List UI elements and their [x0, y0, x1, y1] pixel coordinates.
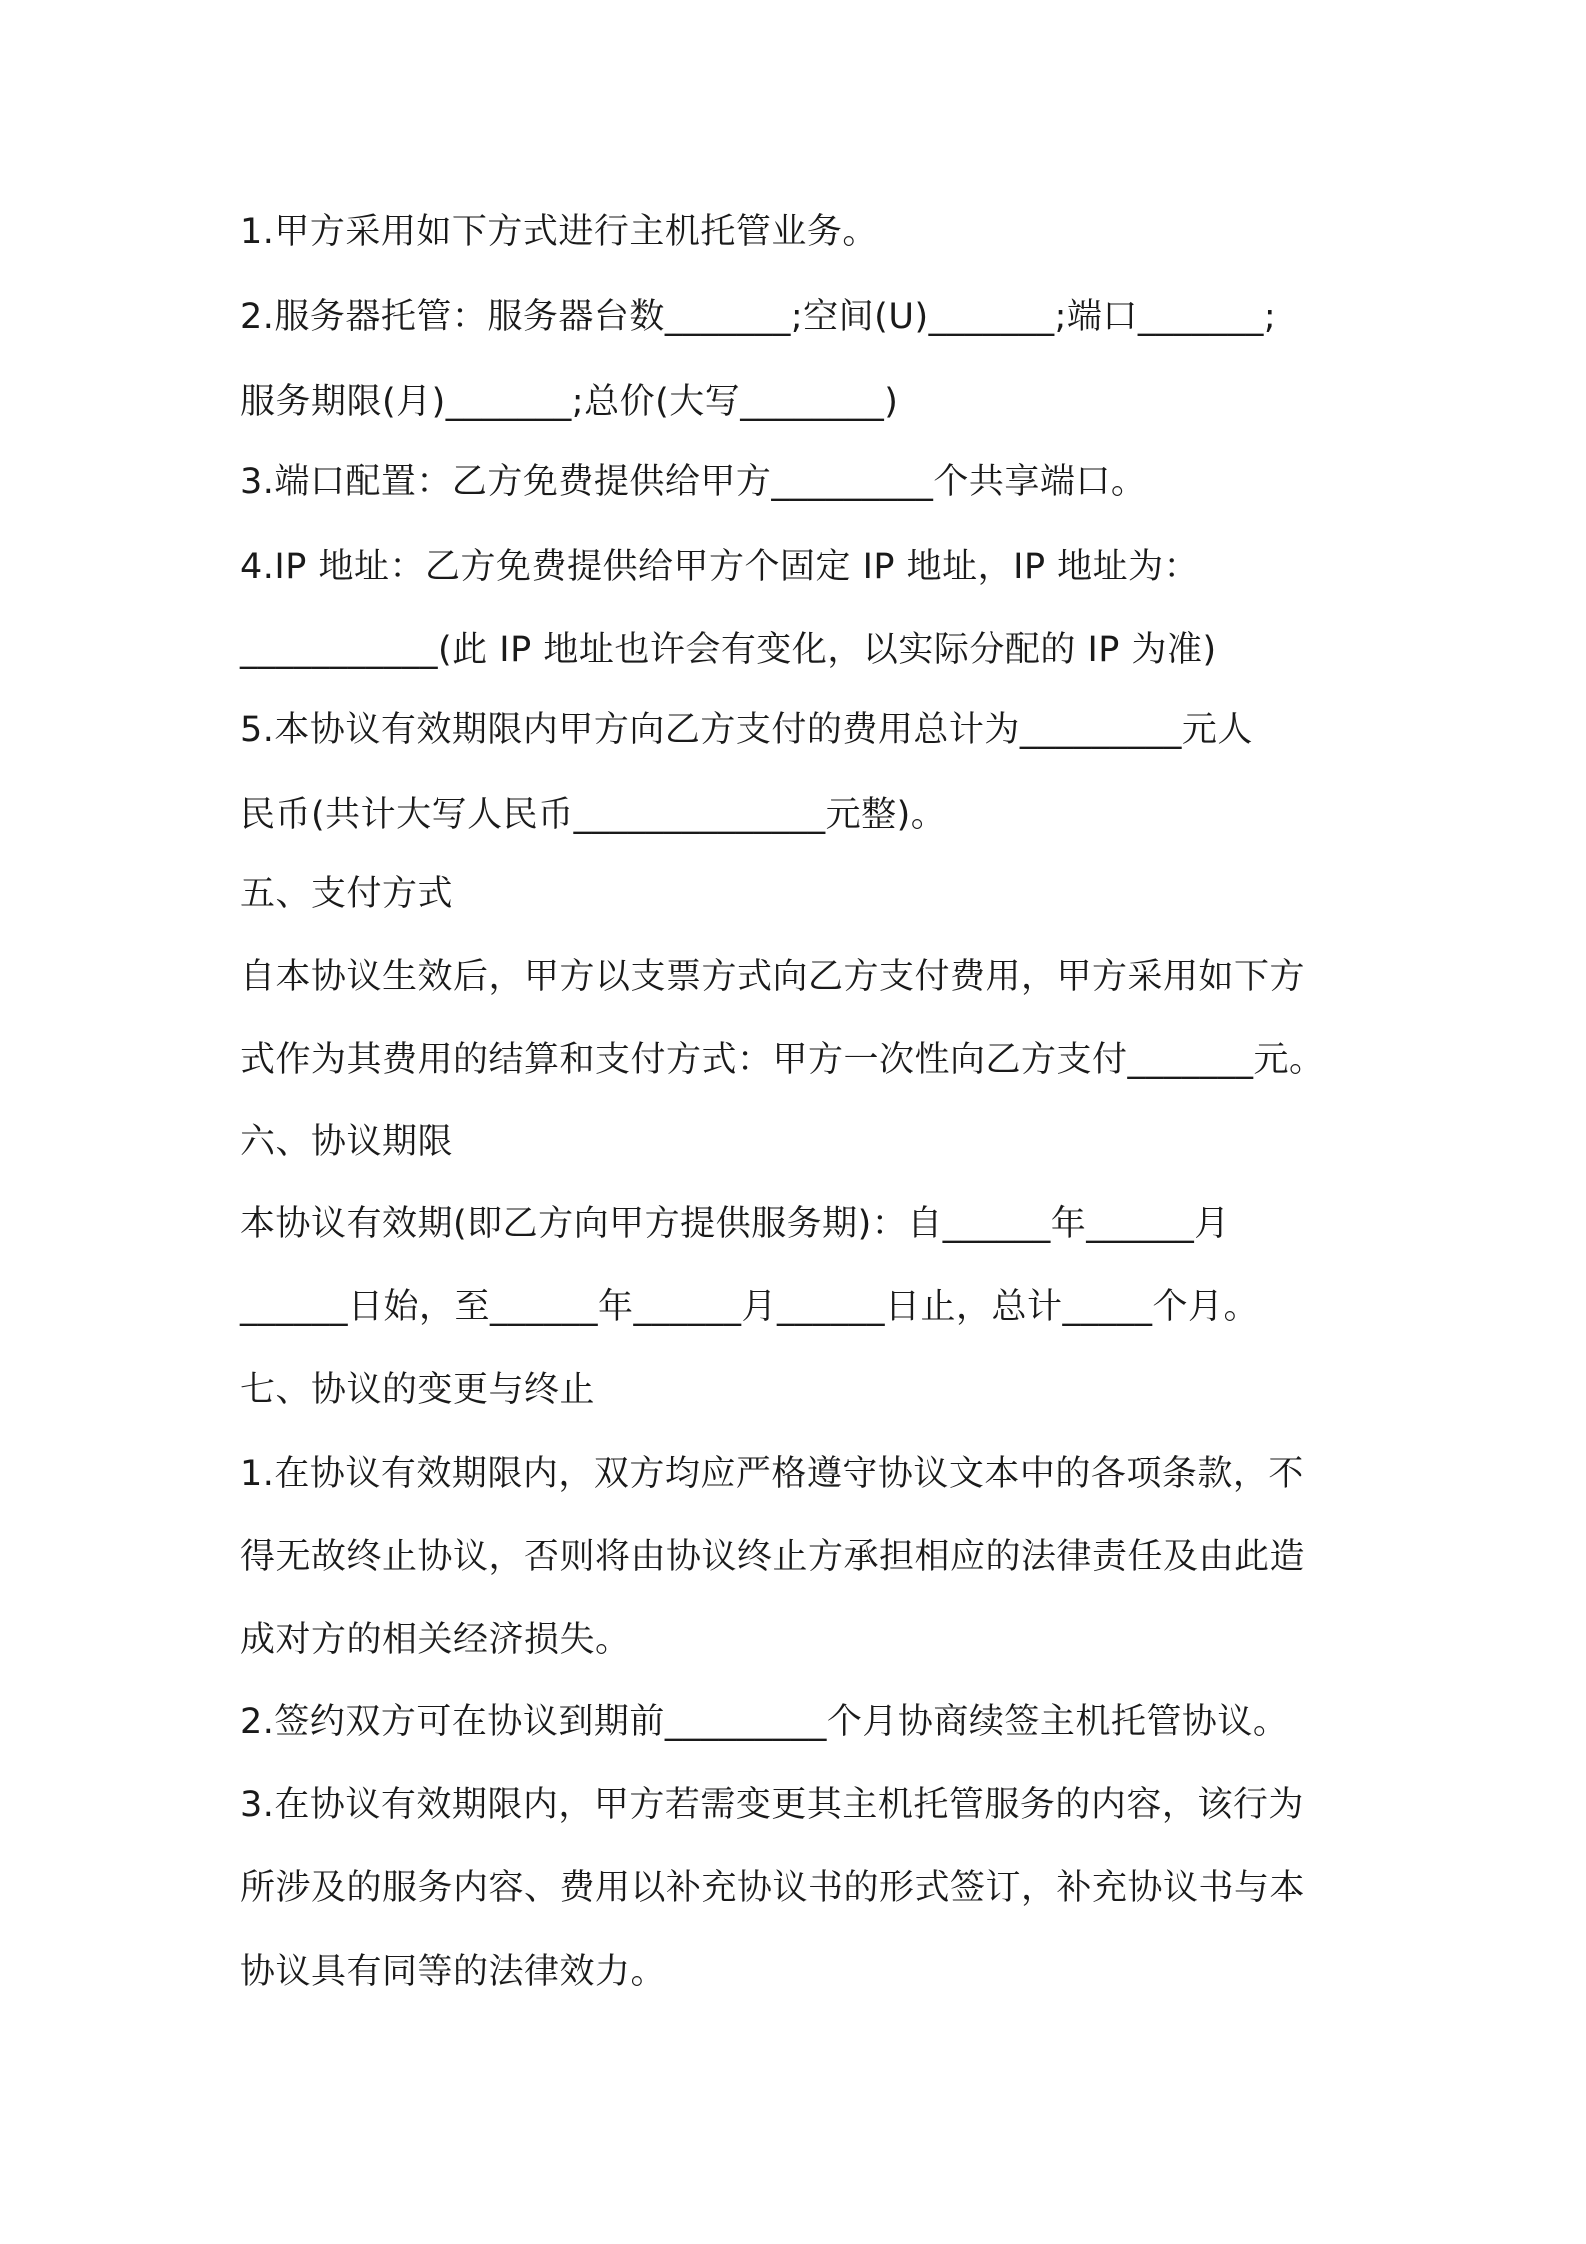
- payment-paragraph-2: 式作为其费用的结算和支付方式：甲方一次性向乙方支付_______元。: [240, 1040, 1325, 1080]
- term-paragraph-2: ______日始，至______年______月______日止，总计_____个月。: [240, 1287, 1260, 1327]
- term-paragraph-1: 本协议有效期(即乙方向甲方提供服务期)：自______年______月: [240, 1204, 1230, 1244]
- section-7-item-1-line-1: 1.在协议有效期限内，双方均应严格遵守协议文本中的各项条款，不: [240, 1454, 1304, 1494]
- section-7-item-3-line-1: 3.在协议有效期限内，甲方若需变更其主机托管服务的内容，该行为: [240, 1785, 1304, 1825]
- clause-2-server-hosting: 2.服务器托管：服务器台数_______;空间(U)_______;端口_______;: [240, 297, 1277, 337]
- clause-3-port-config: 3.端口配置：乙方免费提供给甲方_________个共享端口。: [240, 462, 1147, 502]
- clause-2-service-term: 服务期限(月)_______;总价(大写________): [240, 382, 899, 422]
- payment-paragraph-1: 自本协议生效后，甲方以支票方式向乙方支付费用，甲方采用如下方: [240, 957, 1306, 997]
- section-5-heading: 五、支付方式: [240, 874, 454, 914]
- section-7-item-1-line-2: 得无故终止协议，否则将由协议终止方承担相应的法律责任及由此造: [240, 1537, 1306, 1577]
- section-6-heading: 六、协议期限: [240, 1122, 454, 1162]
- section-7-item-3-line-3: 协议具有同等的法律效力。: [240, 1952, 667, 1992]
- section-7-item-2: 2.签约双方可在协议到期前_________个月协商续签主机托管协议。: [240, 1702, 1289, 1742]
- section-7-heading: 七、协议的变更与终止: [240, 1370, 596, 1410]
- clause-4-ip-address: 4.IP 地址：乙方免费提供给甲方个固定 IP 地址，IP 地址为：: [240, 547, 1200, 587]
- clause-5-total-fee: 5.本协议有效期限内甲方向乙方支付的费用总计为_________元人: [240, 710, 1253, 750]
- clause-1-method: 1.甲方采用如下方式进行主机托管业务。: [240, 212, 878, 252]
- clause-5-total-fee-cont: 民币(共计大写人民币______________元整)。: [240, 795, 947, 835]
- clause-4-ip-note: ___________(此 IP 地址也许会有变化，以实际分配的 IP 为准): [240, 630, 1217, 670]
- section-7-item-1-line-3: 成对方的相关经济损失。: [240, 1620, 631, 1660]
- section-7-item-3-line-2: 所涉及的服务内容、费用以补充协议书的形式签订，补充协议书与本: [240, 1868, 1306, 1908]
